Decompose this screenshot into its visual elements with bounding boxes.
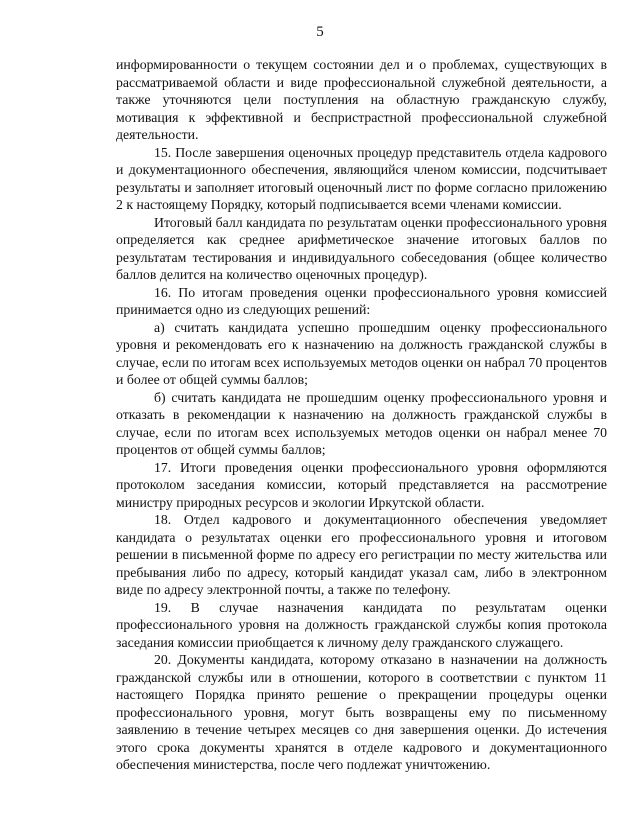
paragraph-item-19: 19. В случае назначения кандидата по результатам оценки профессионального уровня на должность гражданской службы копия протокола заседания комиссии приобщается к личному делу гражданского служащего. (116, 599, 607, 650)
paragraph-item-15: 15. После завершения оценочных процедур представитель отдела кадрового и документационного обеспечения, являющийся членом комиссии, подсчитывает результаты и заполняет итоговый оценочный лист по форме согласно приложению 2 к настоящему Порядку, который подписывается всеми членами комиссии. (116, 144, 607, 212)
paragraph-item-18: 18. Отдел кадрового и документационного обеспечения уведомляет кандидата о результатах оценки его профессионального уровня и итоговом решении в письменной форме по адресу его регистрации по месту жительства или пребывания либо по адресу, который кандидат указал сам, либо в электронном виде по адресу электронной почты, а также по телефону. (116, 512, 607, 597)
paragraph-final-score: Итоговый балл кандидата по результатам оценки профессионального уровня определяется как среднее арифметическое значение итоговых баллов по результатам тестирования и индивидуального собеседования (общее количество баллов делится на количество оценочных процедур). (116, 214, 607, 282)
paragraph-item-16a: а) считать кандидата успешно прошедшим оценку профессионального уровня и рекомендовать его к назначению на должность гражданской службы в случае, если по итогам всех используемых методов оценки он набрал 70 процентов и более от общей суммы баллов; (116, 319, 607, 387)
paragraph-item-20: 20. Документы кандидата, которому отказано в назначении на должность гражданской службы или в отношении, которого в соответствии с пунктом 11 настоящего Порядка принято решение о прекращении процедуры оценки профессионального уровня, могут быть возвращены ему по письменному заявлению в течение четырех месяцев со дня завершения оценки. До истечения этого срока документы хранятся в отделе кадрового и документационного обеспечения министерства, после чего подлежат уничтожению. (116, 652, 607, 772)
paragraph-item-16b: б) считать кандидата не прошедшим оценку профессионального уровня и отказать в рекомендации к назначению на должность гражданской службы в случае, если по итогам всех используемых методов оценки он набрал менее 70 процентов от общей суммы баллов; (116, 389, 607, 457)
paragraph-item-17: 17. Итоги проведения оценки профессионального уровня оформляются протоколом заседания комиссии, который представляется на рассмотрение министру природных ресурсов и экологии Иркутской области. (116, 459, 607, 510)
paragraph-continuation: информированности о текущем состоянии дел и о проблемах, существующих в рассматриваемой области и виде профессиональной служебной деятельности, а также уточняются цели поступления на областную гражданскую службу, мотивация к эффективной и беспристрастной профессиональной служебной деятельности. (116, 57, 607, 142)
page-number: 5 (316, 24, 324, 40)
document-body (116, 56, 607, 774)
paragraph-item-16: 16. По итогам проведения оценки профессионального уровня комиссией принимается одно из следующих решений: (116, 284, 607, 317)
